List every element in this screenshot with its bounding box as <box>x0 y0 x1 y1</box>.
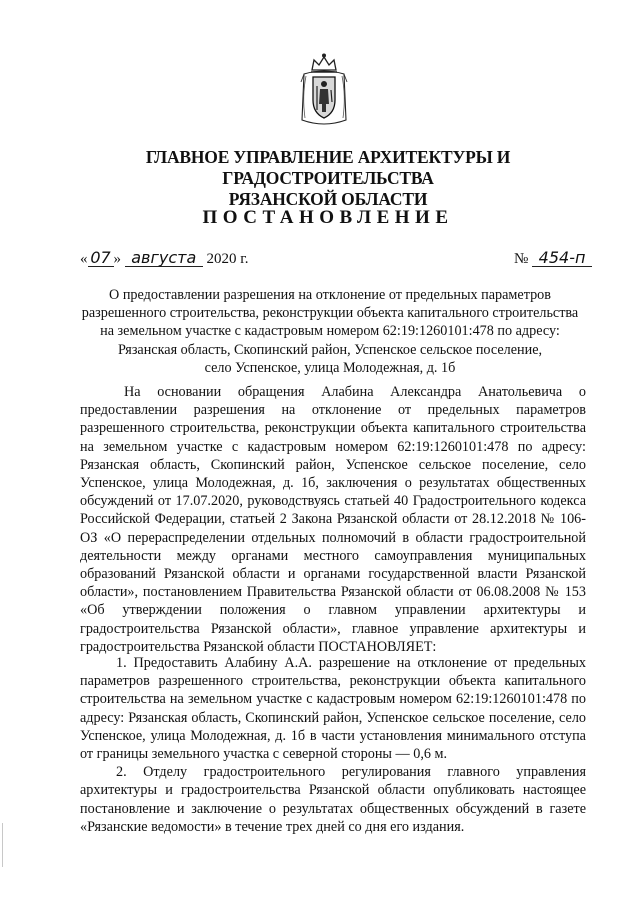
organization-name-line2: РЯЗАНСКОЙ ОБЛАСТИ <box>228 189 428 209</box>
subject-line: О предоставлении разрешения на отклонение от предельных параметров <box>109 287 551 303</box>
preamble-paragraph: На основании обращения Алабина Александра Анатольевича о предоставлении разрешения на отклонение от предельных параметров разрешенного строительства, реконструкции объекта капитального строительства на земельном участке с кадастровым номером 62:19:1260101:478 по адресу: Рязанская область, Скопинский район, Успенское сельское поселение, село Успенское, улица Молодежная, д. 1б, заключения о результатах общественных обсуждений от 17.07.2020, руководствуясь статьей 40 Градостроительного кодекса Российской Федерации, статьей 2 Закона Рязанской области от 28.12.2018 № 106-ОЗ «О перераспределении отдельных полномочий в области градостроительной деятельности между органами местного самоуправления муниципальных образований Рязанской области и органами государственной власти Рязанской области», постановлением Правительства Рязанской области от 06.08.2008 № 153 «Об утверждении положения о главном управлении архитектуры и градостроительства Рязанской области», главное управление архитектуры и градостроительства Рязанской области ПОСТАНОВЛЯЕТ: <box>80 384 586 655</box>
subject-line: Рязанская область, Скопинский район, Успенское сельское поселение, <box>117 341 543 358</box>
subject-line: разрешенного строительства, реконструкции объекта капитального строительства <box>81 305 579 322</box>
date-day: 07 <box>88 250 114 267</box>
document-type-title: ПОСТАНОВЛЕНИЕ <box>202 207 454 228</box>
date-month: августа <box>125 250 203 267</box>
resolution-item-1: 1. Предоставить Алабину А.А. разрешение на отклонение от предельных параметров разрешенного строительства, реконструкции объекта капитального строительства на земельном участке с кадастровым номером 62:19:1260101:478 по адресу: Рязанская область, Скопинский район, Успенское сельское поселение, село Успенское, улица Молодежная, д. 1б в части установления минимального отступа от границы земельного участка с северной стороны — 0,6 м. <box>80 655 586 763</box>
subject-line: на земельном участке с кадастровым номером 62:19:1260101:478 по адресу: <box>100 323 560 340</box>
quote-open: « <box>80 251 88 267</box>
ryazan-coat-of-arms-icon <box>296 52 352 128</box>
document-subject <box>80 286 580 377</box>
organization-name <box>60 147 596 210</box>
quote-close: » <box>113 251 121 267</box>
document-date <box>80 250 248 268</box>
resolution-items <box>80 654 586 836</box>
number-prefix: № <box>514 251 529 267</box>
document-number <box>514 250 592 268</box>
date-year: 2020 г. <box>206 251 249 267</box>
resolution-item-2: 2. Отделу градостроительного регулирования главного управления архитектуры и градостроительства Рязанской области опубликовать настоящее постановление и заключение о результатах общественных обсуждений в газете «Рязанские ведомости» в течение трех дней со дня его издания. <box>80 764 586 835</box>
preamble-section <box>80 383 586 656</box>
margin-mark <box>2 823 3 867</box>
subject-line: село Успенское, улица Молодежная, д. 1б <box>204 359 456 376</box>
number-value: 454-п <box>532 250 592 267</box>
organization-name-line1: ГЛАВНОЕ УПРАВЛЕНИЕ АРХИТЕКТУРЫ И ГРАДОСТРОИТЕЛЬСТВА <box>145 147 511 188</box>
